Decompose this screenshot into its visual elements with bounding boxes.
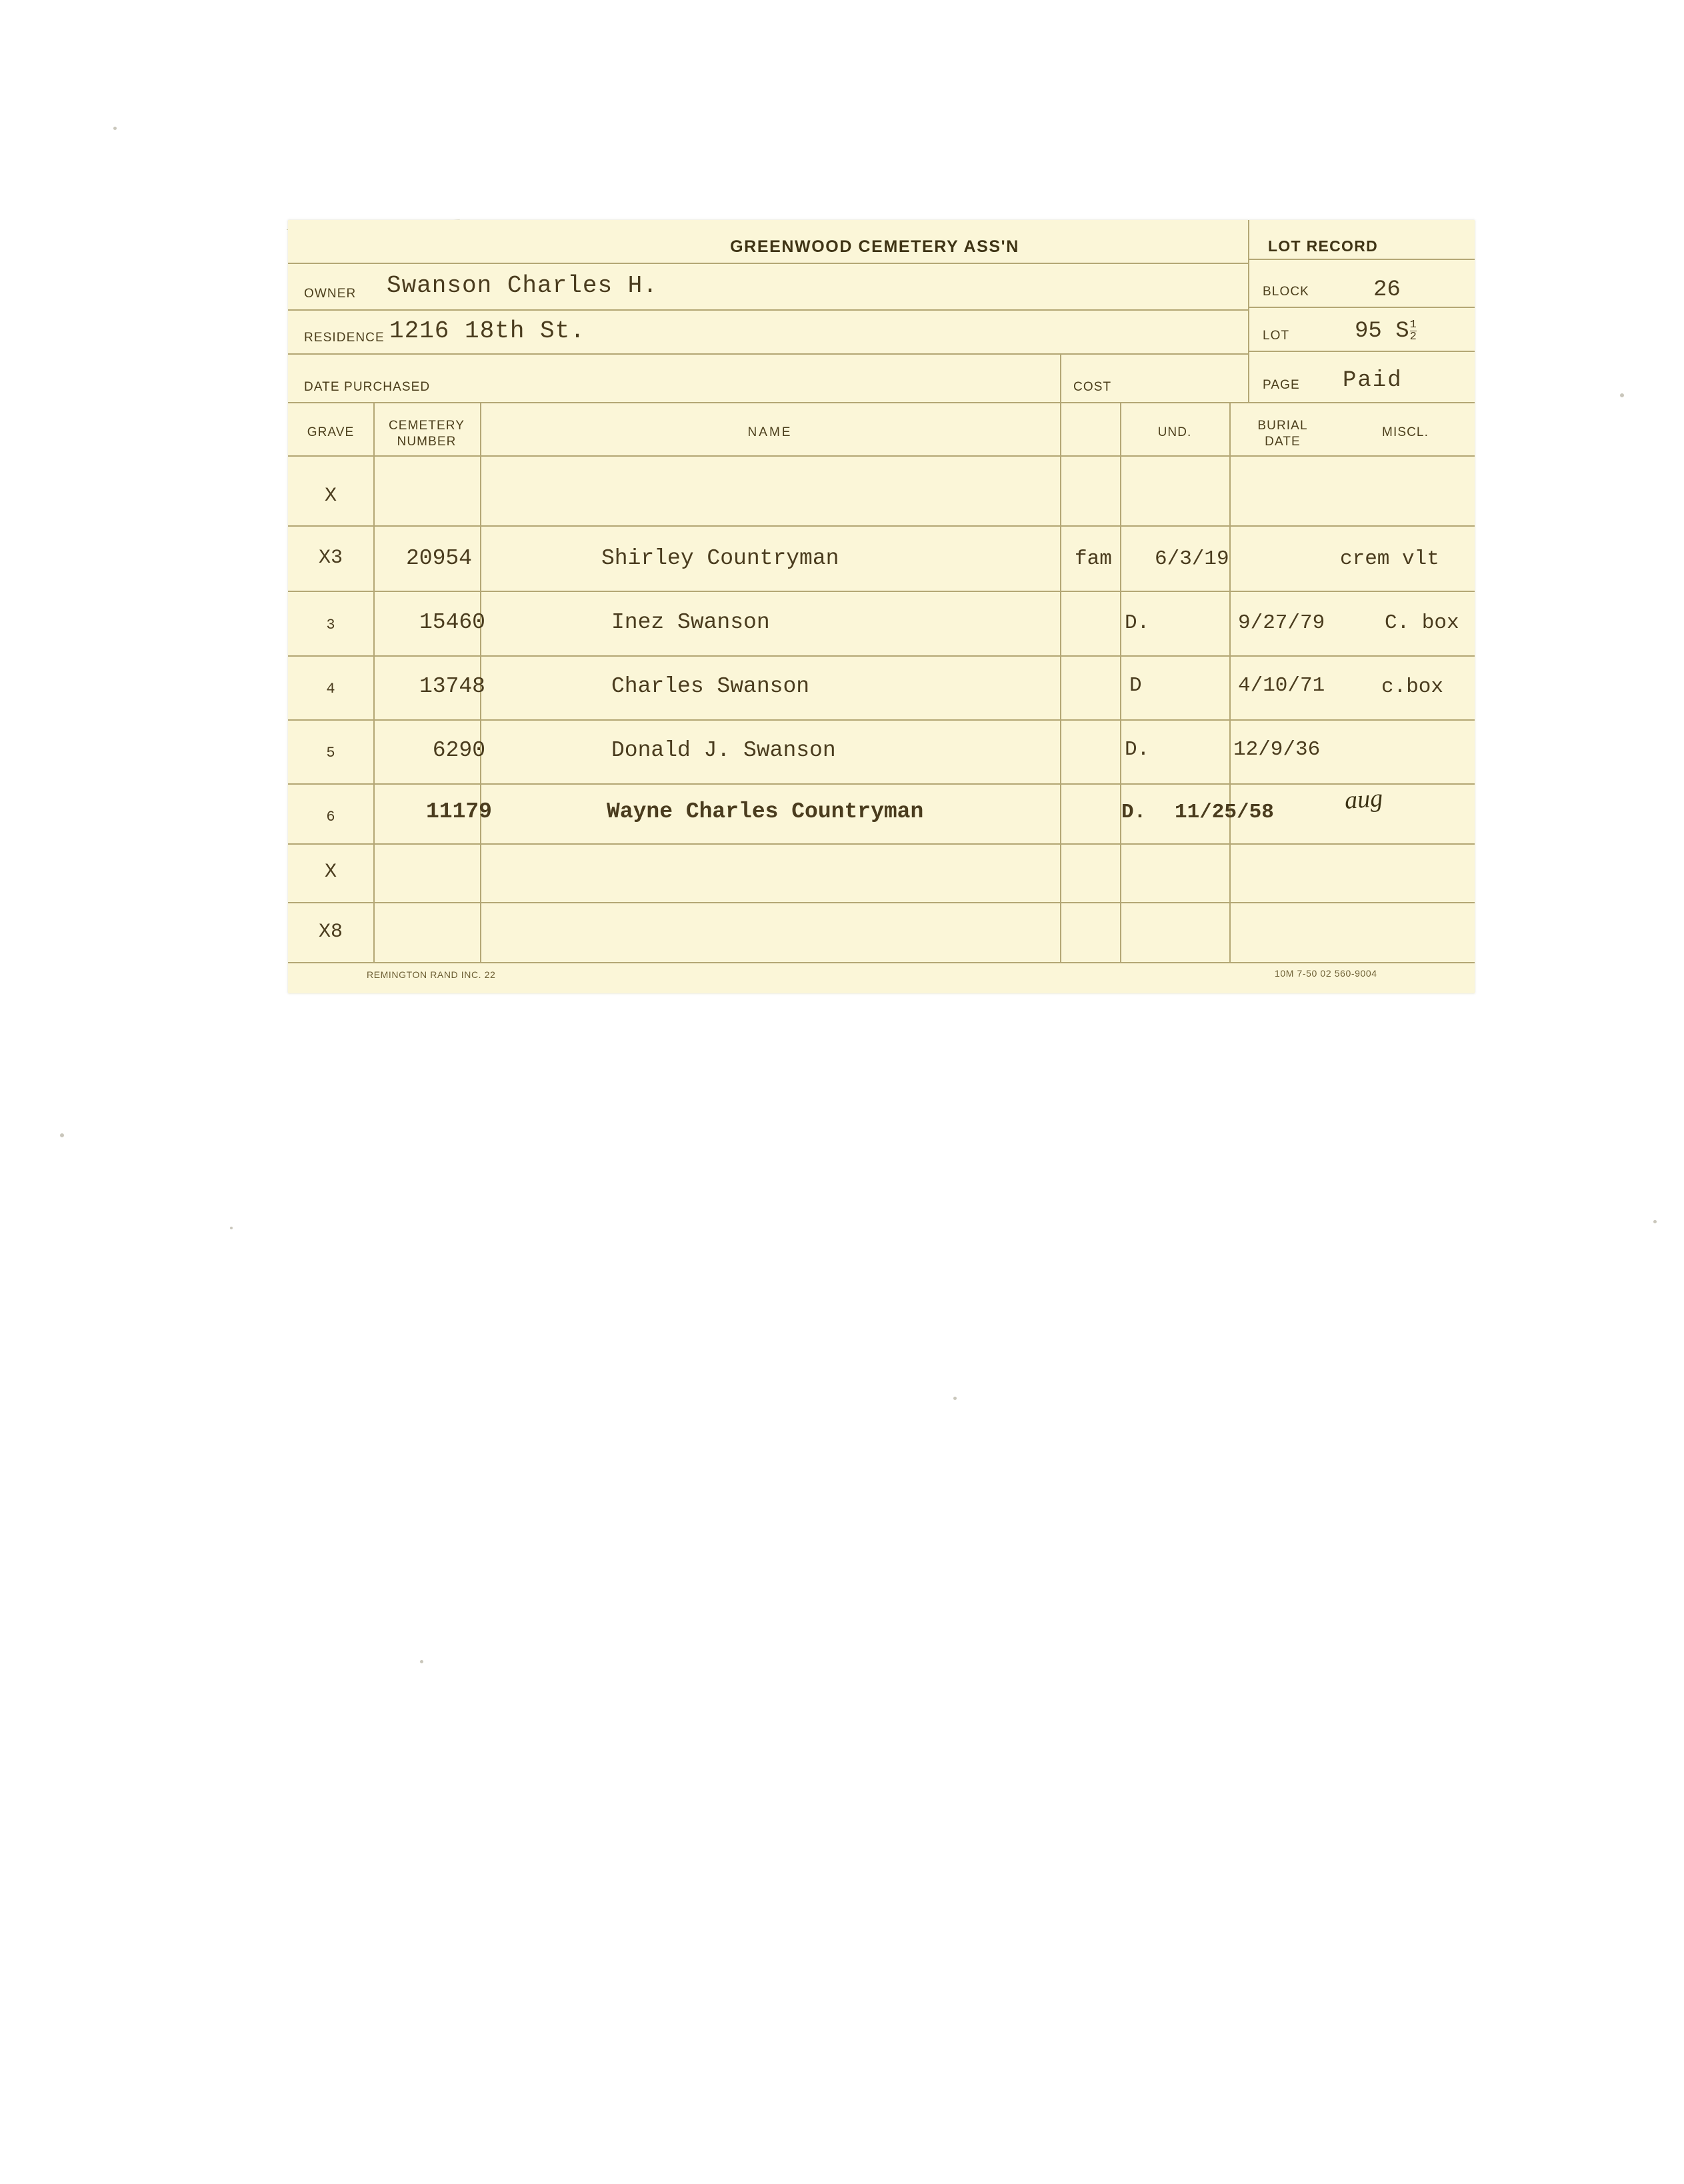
name-cell[interactable]: Charles Swanson (611, 674, 810, 699)
miscl-cell[interactable]: c.box (1381, 675, 1444, 699)
scan-speck (420, 1660, 423, 1663)
row-rule-2 (288, 591, 1475, 592)
lot-record-underline (1248, 259, 1475, 260)
scan-speck (1653, 1220, 1657, 1223)
cemetery-number-cell[interactable]: 15460 (419, 610, 485, 635)
burial-date-cell[interactable]: 4/10/71 (1238, 674, 1325, 697)
und-cell[interactable]: D (1129, 674, 1142, 697)
block-label: BLOCK (1263, 285, 1309, 299)
residence-value[interactable]: 1216 18th St. (389, 317, 585, 345)
col-rule-und (1120, 403, 1121, 963)
column-header-grave: GRAVE (307, 425, 355, 439)
residence-label: RESIDENCE (304, 331, 385, 345)
row-rule-7 (288, 902, 1475, 903)
column-header-burial-date-line2: DATE (1265, 434, 1301, 449)
und-cell[interactable]: D. (1125, 611, 1150, 635)
cost-label: COST (1073, 380, 1112, 394)
column-header-cemetery-number-line1: CEMETERY (388, 419, 465, 433)
lot-value-main: 95 S (1355, 319, 1409, 344)
table-header-bottom-rule (288, 455, 1475, 457)
col-rule-burial-date (1229, 403, 1231, 963)
burial-date-cell[interactable]: 12/9/36 (1233, 738, 1321, 761)
association-title: GREENWOOD CEMETERY ASS'N (730, 237, 1019, 256)
lot-record-title: LOT RECORD (1268, 237, 1379, 255)
row-rule-6 (288, 843, 1475, 845)
lot-underline (1248, 351, 1475, 352)
table-row[interactable]: X3 (318, 547, 343, 569)
column-header-burial-date (1229, 418, 1336, 450)
table-row[interactable]: X (324, 485, 337, 507)
page-label: PAGE (1263, 378, 1300, 392)
column-header-cemetery-number-line2: NUMBER (397, 434, 457, 449)
cost-vertical-divider (1060, 353, 1061, 403)
column-header-und: UND. (1157, 425, 1192, 439)
grave-cell[interactable]: X (324, 861, 337, 883)
printer-imprint: REMINGTON RAND INC. 22 (367, 969, 496, 980)
name-cell[interactable]: Inez Swanson (611, 610, 770, 635)
grave-cell[interactable]: X8 (318, 921, 343, 943)
burial-table (288, 403, 1475, 993)
name-cell[interactable]: Wayne Charles Countryman (607, 799, 924, 824)
burial-date-cell[interactable]: 6/3/19 (1155, 547, 1229, 571)
scan-speck (953, 1397, 957, 1400)
cemetery-number-cell[interactable]: 20954 (405, 546, 472, 571)
und-cell[interactable]: fam (1075, 547, 1112, 571)
und-cell[interactable]: D. (1125, 738, 1150, 761)
row-rule-3 (288, 655, 1475, 657)
miscl-cell[interactable]: C. box (1385, 611, 1459, 635)
block-value[interactable]: 26 (1373, 277, 1401, 303)
burial-date-cell[interactable]: 9/27/79 (1238, 611, 1325, 635)
grave-cell[interactable]: 6 (326, 809, 335, 825)
scan-speck (60, 1133, 64, 1137)
row-rule-1 (288, 525, 1475, 527)
und-cell[interactable]: D. (1121, 801, 1147, 824)
lot-fraction-denominator: 2 (1409, 330, 1417, 343)
owner-underline (288, 309, 1248, 311)
owner-label: OWNER (304, 287, 357, 301)
owner-value[interactable]: Swanson Charles H. (387, 272, 658, 299)
column-header-burial-date-line1: BURIAL (1257, 419, 1308, 433)
column-header-name: NAME (747, 425, 793, 439)
grave-cell[interactable]: 5 (326, 745, 335, 761)
col-rule-name (1060, 403, 1061, 963)
block-underline (1248, 307, 1475, 308)
title-underline (288, 263, 1248, 264)
residence-underline (288, 353, 1248, 355)
name-cell[interactable]: Donald J. Swanson (611, 738, 836, 763)
column-header-miscl: MISCL. (1382, 425, 1429, 439)
miscl-cell[interactable]: aug (1343, 784, 1384, 815)
burial-date-cell[interactable]: 11/25/58 (1175, 801, 1274, 824)
scan-speck (1620, 393, 1624, 397)
cemetery-number-cell[interactable]: 6290 (432, 738, 485, 763)
row-rule-5 (288, 783, 1475, 785)
cemetery-number-cell[interactable]: 11179 (425, 799, 492, 824)
lot-value[interactable] (1355, 319, 1417, 344)
name-cell[interactable]: Shirley Countryman (601, 546, 839, 571)
date-purchased-label: DATE PURCHASED (304, 380, 431, 394)
cemetery-lot-record-card (288, 220, 1475, 993)
row-rule-4 (288, 719, 1475, 721)
scan-speck (113, 127, 117, 130)
column-header-cemetery-number (373, 418, 480, 450)
card-header (288, 220, 1475, 403)
cemetery-number-cell[interactable]: 13748 (419, 674, 485, 699)
miscl-cell[interactable]: crem vlt (1340, 547, 1439, 571)
lot-fraction-numerator: 1 (1409, 318, 1417, 331)
header-vertical-divider (1248, 220, 1249, 403)
grave-cell[interactable]: 4 (326, 681, 335, 697)
table-bottom-rule (288, 962, 1475, 963)
scan-speck (230, 1227, 233, 1229)
grave-cell[interactable]: 3 (326, 617, 335, 633)
form-code: 10M 7-50 02 560-9004 (1275, 968, 1377, 979)
page-value[interactable]: Paid (1343, 368, 1403, 393)
lot-label: LOT (1263, 329, 1290, 343)
